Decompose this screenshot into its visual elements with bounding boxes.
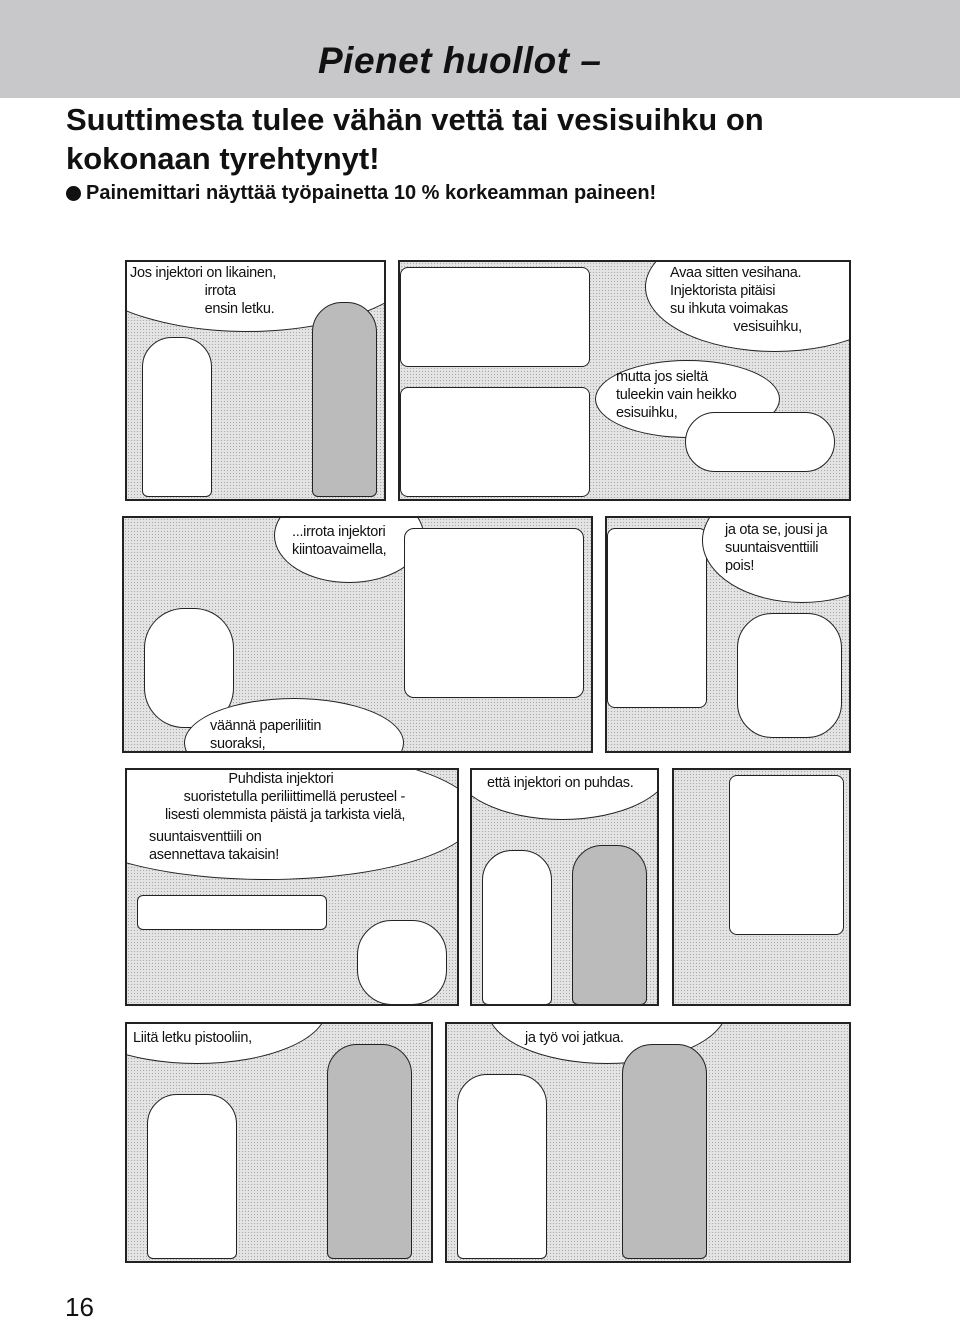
bullet-text: Painemittari näyttää työpainetta 10 % korkeamman paineen! (86, 182, 657, 204)
caption: suuntaisventtiili on asennettava takaisin! (149, 829, 279, 863)
caption: väännä paperiliitin suoraksi, (210, 718, 322, 752)
customer-with-spray-gun (622, 1044, 707, 1259)
caption: ...irrota injektori kiintoavaimella, (292, 524, 387, 558)
pump-illustration (400, 387, 590, 497)
pump-illustration (400, 267, 590, 367)
caption: Jos injektori on likainen, irrota ensin letku. (130, 265, 277, 317)
pump-illustration (607, 528, 707, 708)
mechanic-figure (457, 1074, 547, 1259)
comic-panel-1 (125, 260, 386, 501)
page-title: Pienet huollot – (318, 40, 602, 81)
caption: ja ota se, jousi ja suuntaisventtiili pois! (725, 522, 828, 574)
comic-panel-8 (125, 1022, 433, 1263)
caption: Liitä letku pistooliin, (133, 1030, 252, 1046)
caption: Puhdista injektori suoristetulla periliittimellä perusteel - lisesti olemmista päistä ja tarkista vielä, (165, 771, 406, 823)
hand-cleaning (357, 920, 447, 1005)
section-heading: Suuttimesta tulee vähän vettä tai vesisuihku on kokonaan tyrehtynyt! (66, 102, 764, 176)
comic-panel-3 (122, 516, 593, 753)
mechanic-figure (482, 850, 552, 1005)
bullet-icon (66, 186, 81, 201)
header-bar (0, 0, 960, 98)
mechanic-figure (142, 337, 212, 497)
customer-figure (327, 1044, 412, 1259)
caption: että injektori on puhdas. (487, 775, 634, 791)
injector-parts (137, 895, 327, 930)
caption: mutta jos sieltä tuleekin vain heikko esisuihku, (616, 369, 737, 421)
page-number: 16 (65, 1292, 94, 1322)
wrench-on-injector (404, 528, 584, 698)
comic-panel-4 (605, 516, 851, 753)
mechanic-figure (147, 1094, 237, 1259)
customer-figure (312, 302, 377, 497)
comic-panel-6 (470, 768, 659, 1006)
hand-with-injector (737, 613, 842, 738)
comic-panel-5 (125, 768, 459, 1006)
comic-panel-2 (398, 260, 851, 501)
comic-panel-9 (445, 1022, 851, 1263)
comic-panel-7 (672, 768, 851, 1006)
caption: ja työ voi jatkua. (525, 1030, 624, 1046)
pointing-hand (685, 412, 835, 472)
caption: Avaa sitten vesihana. Injektorista pitäisi su ihkuta voimakas vesisuihku, (670, 265, 802, 335)
customer-figure (572, 845, 647, 1005)
pump-illustration (729, 775, 844, 935)
